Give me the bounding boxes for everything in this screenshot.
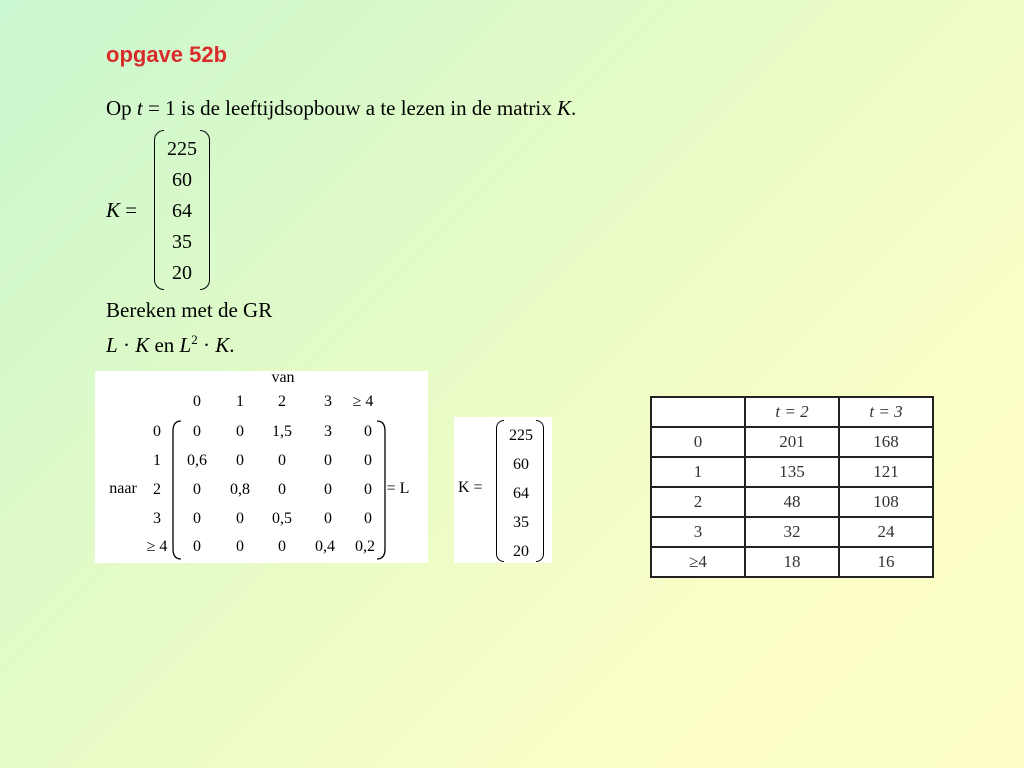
matrix-cell: 0,8 [230,481,250,498]
header-cell: t = 3 [839,397,933,427]
matrix-cell: 0,5 [272,510,292,527]
left-parenthesis [496,420,504,562]
matrix-cell: 1,5 [272,423,292,440]
row-label: 1 [651,457,745,487]
row-label: 2 [651,487,745,517]
matrix-cell: 0 [324,452,332,469]
instruction-formula: L · K en $L^2 \cdot K$. [106,332,235,357]
van-label: van [271,369,295,386]
k-vector-label: K = [458,479,483,496]
matrix-cell: 0 [364,481,372,498]
matrix-cell: 0 [236,510,244,527]
row-header: 3 [153,510,161,527]
header-cell [651,397,745,427]
k-vector-image [454,417,552,563]
table-header-row [651,397,933,427]
table-row [651,487,933,517]
row-header: 0 [153,423,161,440]
row-header: ≥ 4 [146,538,168,555]
row-label: ≥4 [651,547,745,577]
col-header: 3 [324,393,332,410]
matrix-cell: 0,2 [355,538,375,555]
table-cell: 201 [745,427,839,457]
matrix-cell: 0 [236,538,244,555]
k-value: 35 [172,231,192,253]
matrix-cell: 0,4 [315,538,335,555]
k-vector-value: 64 [513,485,529,502]
matrix-cell: 0 [278,452,286,469]
table-cell: 121 [839,457,933,487]
k-vector-value: 35 [513,514,529,531]
intro-text: Op t = 1 is de leeftijdsopbouw a te lezen in de matrix K. [106,96,577,120]
table-row [651,457,933,487]
matrix-cell: 0 [193,538,201,555]
table-row [651,547,933,577]
k-vector-value: 225 [509,427,533,444]
col-header: 0 [193,393,201,410]
matrix-cell: 3 [324,423,332,440]
matrix-cell: 0 [193,481,201,498]
col-header: 2 [278,393,286,410]
k-vector-value: 60 [513,456,529,473]
k-matrix-label: K = [106,198,138,222]
table-cell: 48 [745,487,839,517]
result-table [650,396,934,578]
matrix-cell: 0 [278,538,286,555]
matrix-cell: 0 [364,423,372,440]
instruction-line: Bereken met de GR [106,298,273,322]
col-header: ≥ 4 [352,393,374,410]
row-label: 3 [651,517,745,547]
k-vector-values [504,421,538,566]
k-matrix-values [154,134,210,289]
matrix-cell: 0 [364,510,372,527]
table-cell: 16 [839,547,933,577]
matrix-cell: 0 [324,510,332,527]
table-row [651,427,933,457]
table-row [651,517,933,547]
header-cell: t = 2 [745,397,839,427]
table-cell: 108 [839,487,933,517]
table-cell: 32 [745,517,839,547]
matrix-cell: 0 [324,481,332,498]
k-matrix [154,130,210,290]
row-header: 2 [153,481,161,498]
leslie-matrix-image [95,371,428,563]
col-header: 1 [236,393,244,410]
matrix-cell: 0 [236,423,244,440]
k-value: 60 [172,169,192,191]
k-value: 225 [167,138,197,160]
matrix-cell: 0,6 [187,452,207,469]
table-cell: 24 [839,517,933,547]
matrix-cell: 0 [236,452,244,469]
row-header: 1 [153,452,161,469]
naar-label: naar [109,480,137,497]
matrix-cell: 0 [193,423,201,440]
matrix-cell: 0 [193,510,201,527]
slide-title: opgave 52b [106,42,228,67]
matrix-cell: 0 [278,481,286,498]
equals-l-label: = L [386,480,410,497]
k-vector-value: 20 [513,543,529,560]
row-label: 0 [651,427,745,457]
k-value: 64 [172,200,192,222]
matrix-cell: 0 [364,452,372,469]
table-cell: 135 [745,457,839,487]
k-value: 20 [172,262,192,284]
table-cell: 18 [745,547,839,577]
table-cell: 168 [839,427,933,457]
